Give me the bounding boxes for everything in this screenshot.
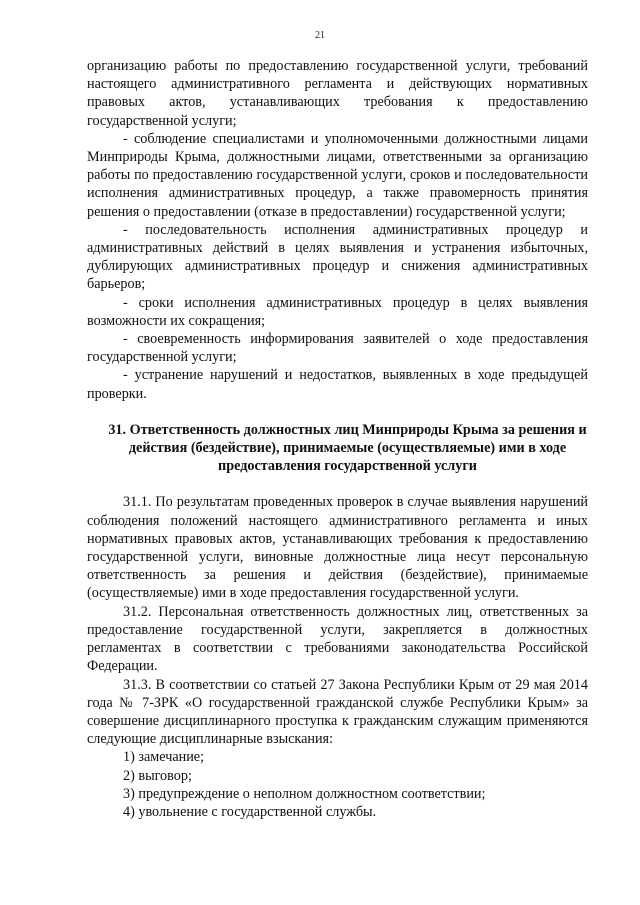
paragraph-bullet: - сроки исполнения административных процедур в целях выявления возможности их сокращения;: [87, 294, 588, 329]
paragraph-clause: 31.3. В соответствии со статьей 27 Закона Республики Крым от 29 мая 2014 года № 7-ЗРК «О государственной гражданской службе Республики Крым» за совершение дисциплинарного проступка к гражданским служащим применяются следующие дисциплинарные взыскания:: [87, 676, 588, 748]
document-body: [87, 57, 588, 821]
paragraph-clause: 31.1. По результатам проведенных проверок в случае выявления нарушений соблюдения положений настоящего административного регламента и иных нормативных правовых актов, устанавливающих требования к предоставлению государственной услуги, виновные должностные лица несут персональную ответственность за решения и действия (бездействие), принимаемые (осуществляемые) ими в ходе предоставления государственной услуги.: [87, 494, 588, 602]
list-item: 2) выговор;: [123, 767, 192, 784]
paragraph-bullet: - устранение нарушений и недостатков, выявленных в ходе предыдущей проверки.: [87, 367, 588, 402]
list-item: 1) замечание;: [123, 749, 205, 766]
section-heading: 31. Ответственность должностных лиц Минприроды Крыма за решения и действия (бездействие), принимаемые (осуществляемые) ими в ходе предоставления государственной услуги: [108, 421, 587, 475]
paragraph-continuation: организацию работы по предоставлению государственной услуги, требований настоящего административного регламента и действующих нормативных правовых актов, устанавливающих требования к предоставлению государственной услуги;: [87, 58, 588, 129]
paragraph-clause: 31.2. Персональная ответственность должностных лиц, ответственных за предоставление государственной услуги, закрепляется в должностных регламентах в соответствии с требованиями законодательства Российской Федерации.: [87, 603, 588, 675]
list-item: 3) предупреждение о неполном должностном соответствии;: [123, 785, 486, 802]
paragraph-bullet: - последовательность исполнения административных процедур и административных действий в целях выявления и устранения избыточных, дублирующих административных процедур и снижения административных барьеров;: [87, 221, 588, 293]
paragraph-bullet: - соблюдение специалистами и уполномоченными должностными лицами Минприроды Крыма, должностными лицами, ответственными за организацию работы по предоставлению государственной услуги, сроков и последовательности исполнения административных процедур, а также правомерность принятия решения о предоставлении (отказе в предоставлении) государственной услуги;: [87, 130, 588, 220]
paragraph-bullet: - своевременность информирования заявителей о ходе предоставления государственной услуги;: [87, 331, 588, 366]
list-item: 4) увольнение с государственной службы.: [123, 803, 377, 820]
page-number: 21: [315, 30, 325, 41]
